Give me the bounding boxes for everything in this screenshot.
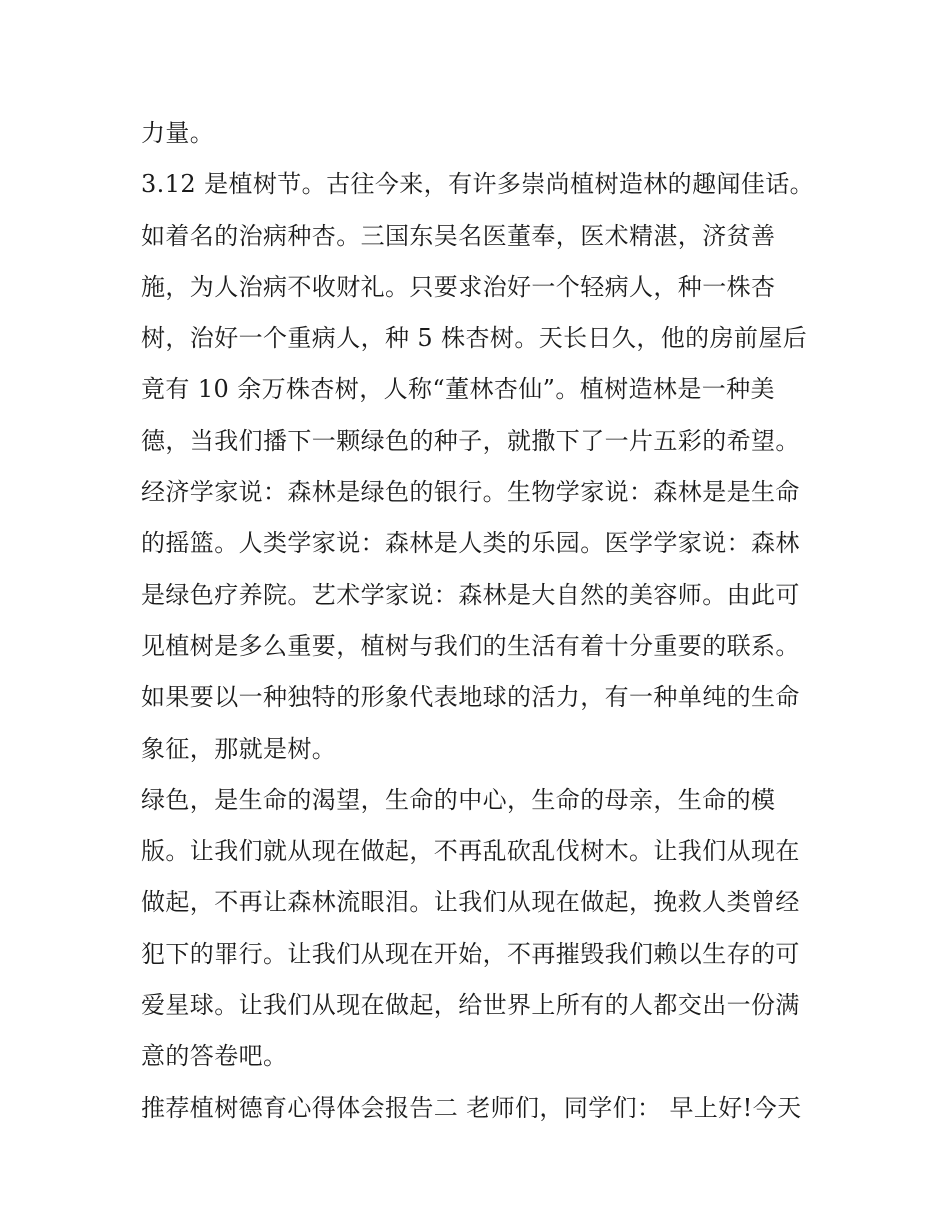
text-line-20: 推荐植树德育心得体会报告二 老师们，同学们： 早上好!今天 [141, 1093, 802, 1122]
text-line-13: 象征，那就是树。 [141, 734, 337, 763]
document-body [141, 108, 821, 1134]
text-line-19: 意的答卷吧。 [141, 1042, 288, 1071]
text-line-10: 是绿色疗养院。艺术学家说：森林是大自然的美容师。由此可 [141, 580, 800, 609]
text-line-18: 爱星球。让我们从现在做起，给世界上所有的人都交出一份满 [141, 991, 800, 1020]
text-line-17: 犯下的罪行。让我们从现在开始，不再摧毁我们赖以生存的可 [141, 939, 800, 968]
text-line-12: 如果要以一种独特的形象代表地球的活力，有一种单纯的生命 [141, 683, 800, 712]
text-line-15: 版。让我们就从现在做起，不再乱砍乱伐树木。让我们从现在 [141, 837, 800, 866]
text-line-2: 3.12 是植树节。古往今来，有许多崇尚植树造林的趣闻佳话。 [141, 170, 815, 199]
text-line-9: 的摇篮。人类学家说：森林是人类的乐园。医学学家说：森林 [141, 529, 800, 558]
text-line-8: 经济学家说：森林是绿色的银行。生物学家说：森林是是生命 [141, 478, 800, 507]
text-line-6: 竟有 10 余万株杏树，人称“董林杏仙”。植树造林是一种美 [141, 375, 775, 404]
text-line-3: 如着名的治病种杏。三国东吴名医董奉，医术精湛，济贫善 [141, 221, 776, 250]
text-line-5: 树，治好一个重病人，种 5 株杏树。天长日久，他的房前屋后 [141, 324, 808, 353]
text-line-11: 见植树是多么重要，植树与我们的生活有着十分重要的联系。 [141, 631, 800, 660]
text-line-7: 德，当我们播下一颗绿色的种子，就撒下了一片五彩的希望。 [141, 426, 800, 455]
text-line-16: 做起，不再让森林流眼泪。让我们从现在做起，挽救人类曾经 [141, 888, 800, 917]
text-line-14: 绿色，是生命的渴望，生命的中心，生命的母亲，生命的模 [141, 785, 776, 814]
text-line-1: 力量。 [141, 119, 215, 147]
text-line-4: 施，为人治病不收财礼。只要求治好一个轻病人，种一株杏 [141, 272, 776, 301]
